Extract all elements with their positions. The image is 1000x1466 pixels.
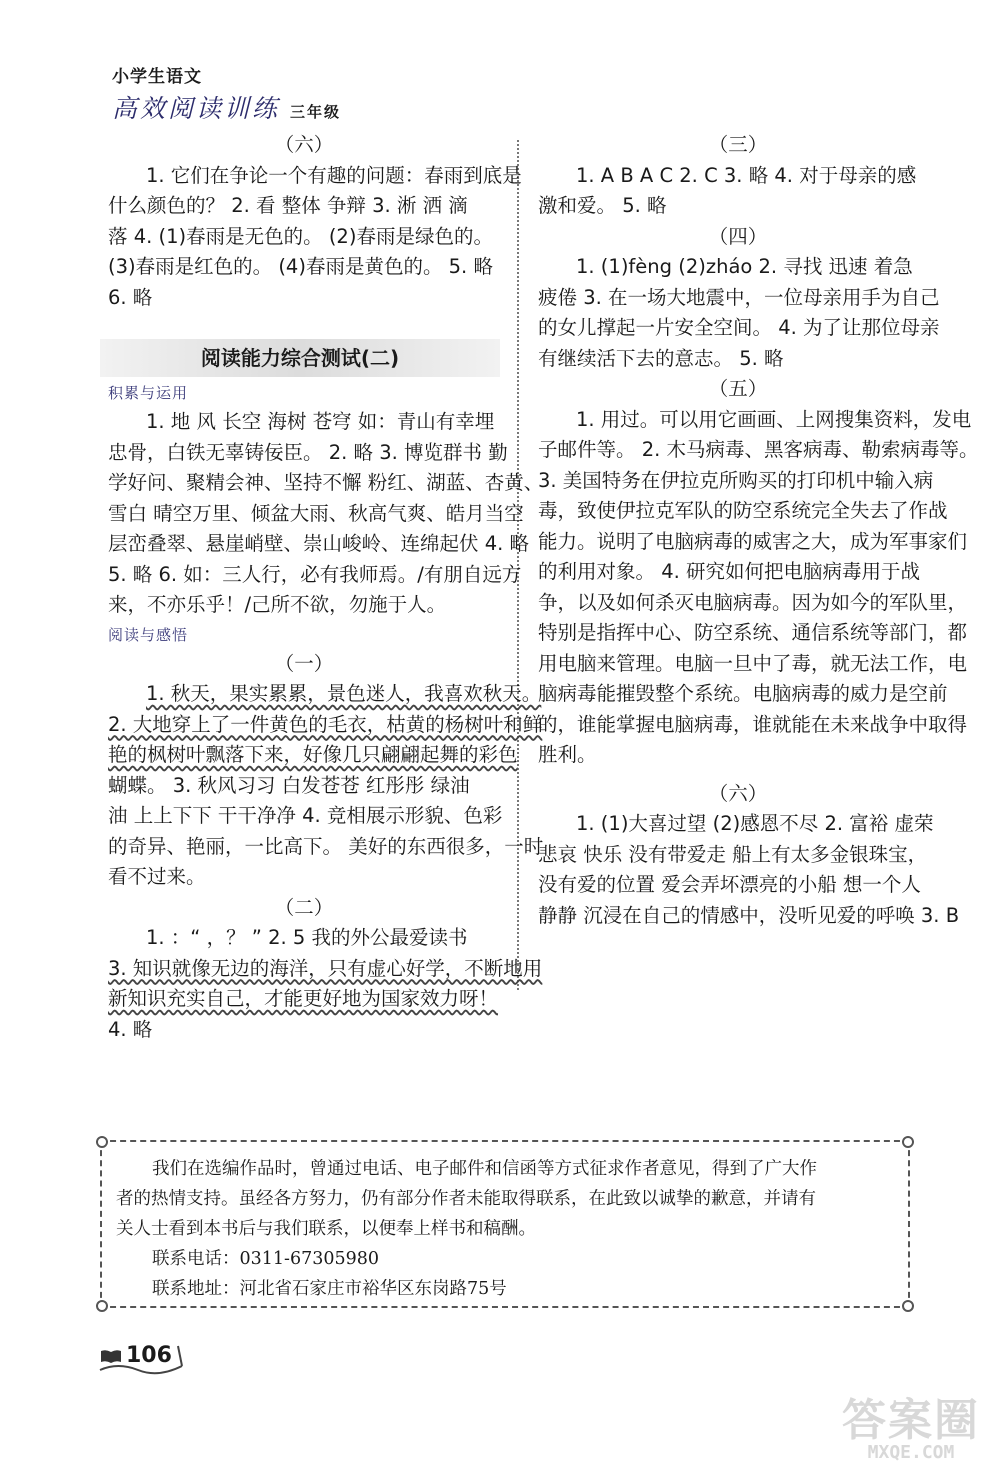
- section-heading: （六）: [708, 781, 768, 805]
- answer-line: 胜利。: [538, 743, 597, 766]
- answer-line: 什么颜色的？ 2. 看 整体 争辩 3. 淅 洒 滴: [108, 194, 468, 217]
- answer-line: 没有爱的位置 爱会弄坏漂亮的小船 想一个人: [538, 873, 921, 896]
- answer-line: 疲倦 3. 在一场大地震中，一位母亲用手为自己: [538, 285, 940, 309]
- corner-ornament: [96, 1136, 108, 1148]
- underlined-answer: 3. 知识就像无边的海洋，只有虚心好学，不断地用: [108, 956, 543, 980]
- answer-line: 5. 略 6. 如：三人行，必有我师焉。/有朋自远方: [108, 562, 522, 586]
- answer-line: 的女儿撑起一片安全空间。 4. 为了让那位母亲: [538, 316, 940, 339]
- answer-line: 1. A B A C 2. C 3. 略 4. 对于母亲的感: [576, 163, 917, 187]
- answer-line: 有继续活下去的意志。 5. 略: [538, 346, 784, 370]
- contact-phone: [116, 1244, 896, 1274]
- corner-ornament: [902, 1136, 914, 1148]
- book-icon: [100, 1348, 122, 1364]
- answer-line: 3. 美国特务在伊拉克所购买的打印机中输入病: [538, 468, 934, 492]
- answer-line: 静静 沉浸在自己的情感中，没听见爱的呼唤 3. B: [538, 903, 960, 927]
- phone-number: 0311-67305980: [239, 1249, 380, 1269]
- corner-ornament: [902, 1300, 914, 1312]
- answer-line: 看不过来。: [108, 865, 206, 888]
- answer-line: 的利用对象。 4. 研究如何把电脑病毒用于战: [538, 560, 921, 583]
- answer-line: 1. (1)大喜过望 (2)感恩不尽 2. 富裕 虚荣: [576, 812, 934, 835]
- section-heading: （一）: [274, 651, 334, 675]
- notice-line: 我们在选编作品时，曾通过电话、电子邮件和信函等方式征求作者意见，得到了广大作: [152, 1159, 817, 1179]
- answer-line: 激和爱。 5. 略: [538, 194, 667, 217]
- book-title: [112, 89, 341, 125]
- answer-line: 1. 它们在争论一个有趣的问题：春雨到底是: [146, 163, 522, 187]
- answer-line: 用电脑来管理。电脑一旦中了毒，就无法工作，电: [538, 651, 968, 675]
- underlined-answer: 新知识充实自己，才能更好地为国家效力呀！: [108, 987, 499, 1010]
- underlined-answer: 2. 大地穿上了一件黄色的毛衣，枯黄的杨树叶和鲜: [108, 712, 543, 736]
- answer-line: 1. 用过。可以用它画画、上网搜集资料，发电: [576, 407, 972, 431]
- contact-address: [116, 1274, 896, 1304]
- answer-line: 雪白 晴空万里、倾盆大雨、秋高气爽、皓月当空: [108, 501, 524, 525]
- answer-line: 悲哀 快乐 没有带爱走 船上有太多金银珠宝，: [538, 842, 928, 866]
- notice-line: 关人士看到本书后与我们联系，以便奉上样书和稿酬。: [116, 1219, 536, 1239]
- answer-line: 蝴蝶。 3. 秋风习习 白发苍苍 红彤彤 绿油: [108, 773, 470, 797]
- page-number-text: 106: [126, 1343, 172, 1368]
- answer-line: 层峦叠翠、悬崖峭壁、崇山峻岭、连绵起伏 4. 略: [108, 532, 530, 555]
- answer-line: 特别是指挥中心、防空系统、通信系统等部门，都: [538, 621, 968, 644]
- watermark-logo-text: 答案圈: [842, 1395, 980, 1446]
- answer-line: 1. ：“ ，？ ” 2. 5 我的外公最爱读书: [146, 926, 468, 949]
- answer-line: [108, 984, 500, 1015]
- section-heading: （六）: [274, 133, 334, 156]
- answer-line: 油 上上下下 干干净净 4. 竞相展示形貌、色彩: [108, 804, 503, 827]
- answer-line: [108, 954, 543, 985]
- answer-line: 子邮件等。 2. 木马病毒、黑客病毒、勒索病毒等。: [538, 438, 979, 461]
- answer-line: 毒，致使伊拉克军队的防空系统完全失去了作战: [538, 499, 948, 522]
- section-heading: （三）: [708, 133, 768, 156]
- section-heading: （五）: [708, 377, 768, 400]
- answer-line: 争，以及如何杀灭电脑病毒。因为如今的军队里，: [538, 590, 968, 614]
- page-header: [112, 62, 341, 125]
- left-column: [108, 130, 544, 1045]
- watermark-domain: MXQE.COM: [867, 1442, 955, 1463]
- notice-line: 者的热情支持。虽经各方努力，仍有部分作者未能取得联系，在此致以诚挚的歉意，并请有: [116, 1189, 816, 1209]
- answer-line: [108, 740, 518, 771]
- page-number: [100, 1343, 172, 1368]
- subsection-label: 阅读与感悟: [108, 625, 189, 644]
- answer-line: 落 4. (1)春雨是无色的。 (2)春雨是绿色的。: [108, 224, 493, 248]
- section-heading: （四）: [708, 224, 768, 248]
- phone-label: 联系电话：: [152, 1249, 240, 1269]
- underlined-answer: 艳的枫树叶飘落下来，好像几只翩翩起舞的彩色: [108, 743, 518, 766]
- underlined-answer: 1. 秋天，果实累累，景色迷人，我喜欢秋天。: [146, 682, 542, 705]
- copyright-notice-box: [100, 1140, 910, 1308]
- answer-line: 忠骨，白铁无辜铸佞臣。 2. 略 3. 博览群书 勤: [108, 440, 508, 464]
- answer-line: (3)春雨是红色的。 (4)春雨是黄色的。 5. 略: [108, 255, 493, 278]
- address-text: 河北省石家庄市裕华区东岗路75号: [239, 1279, 507, 1299]
- right-column: [538, 130, 979, 931]
- answer-line: 能力。说明了电脑病毒的威害之大，成为军事家们: [538, 529, 968, 553]
- answer-line: 6. 略: [108, 285, 153, 309]
- corner-ornament: [96, 1300, 108, 1312]
- answer-line: 的奇异、艳丽，一比高下。 美好的东西很多，一时: [108, 834, 544, 858]
- grade-label: 三年级: [290, 103, 342, 121]
- answer-line: 4. 略: [108, 1017, 153, 1041]
- subsection-label: 积累与运用: [108, 384, 189, 402]
- answer-line: [108, 710, 543, 741]
- section-heading: （二）: [274, 895, 334, 919]
- answer-line: 学好问、聚精会神、坚持不懈 粉红、湖蓝、杏黄、: [108, 471, 544, 494]
- answer-line: 脑病毒能摧毁整个系统。电脑病毒的威力是空前: [538, 682, 948, 705]
- answer-line: 来，不亦乐乎！/己所不欲，勿施于人。: [108, 593, 447, 616]
- answer-line: 1. 地 风 长空 海树 苍穹 如：青山有幸埋: [146, 410, 495, 433]
- site-watermark: [842, 1384, 980, 1463]
- answer-line: [108, 679, 542, 710]
- answer-line: 1. (1)fèng (2)zháo 2. 寻找 迅速 着急: [576, 255, 913, 278]
- test-title-banner: 阅读能力综合测试(二): [100, 339, 500, 377]
- book-title-text: 高效阅读训练: [112, 94, 281, 123]
- answer-line: 的，谁能掌握电脑病毒，谁就能在未来战争中取得: [538, 712, 968, 736]
- address-label: 联系地址：: [152, 1279, 240, 1299]
- series-name: 小学生语文: [112, 67, 202, 87]
